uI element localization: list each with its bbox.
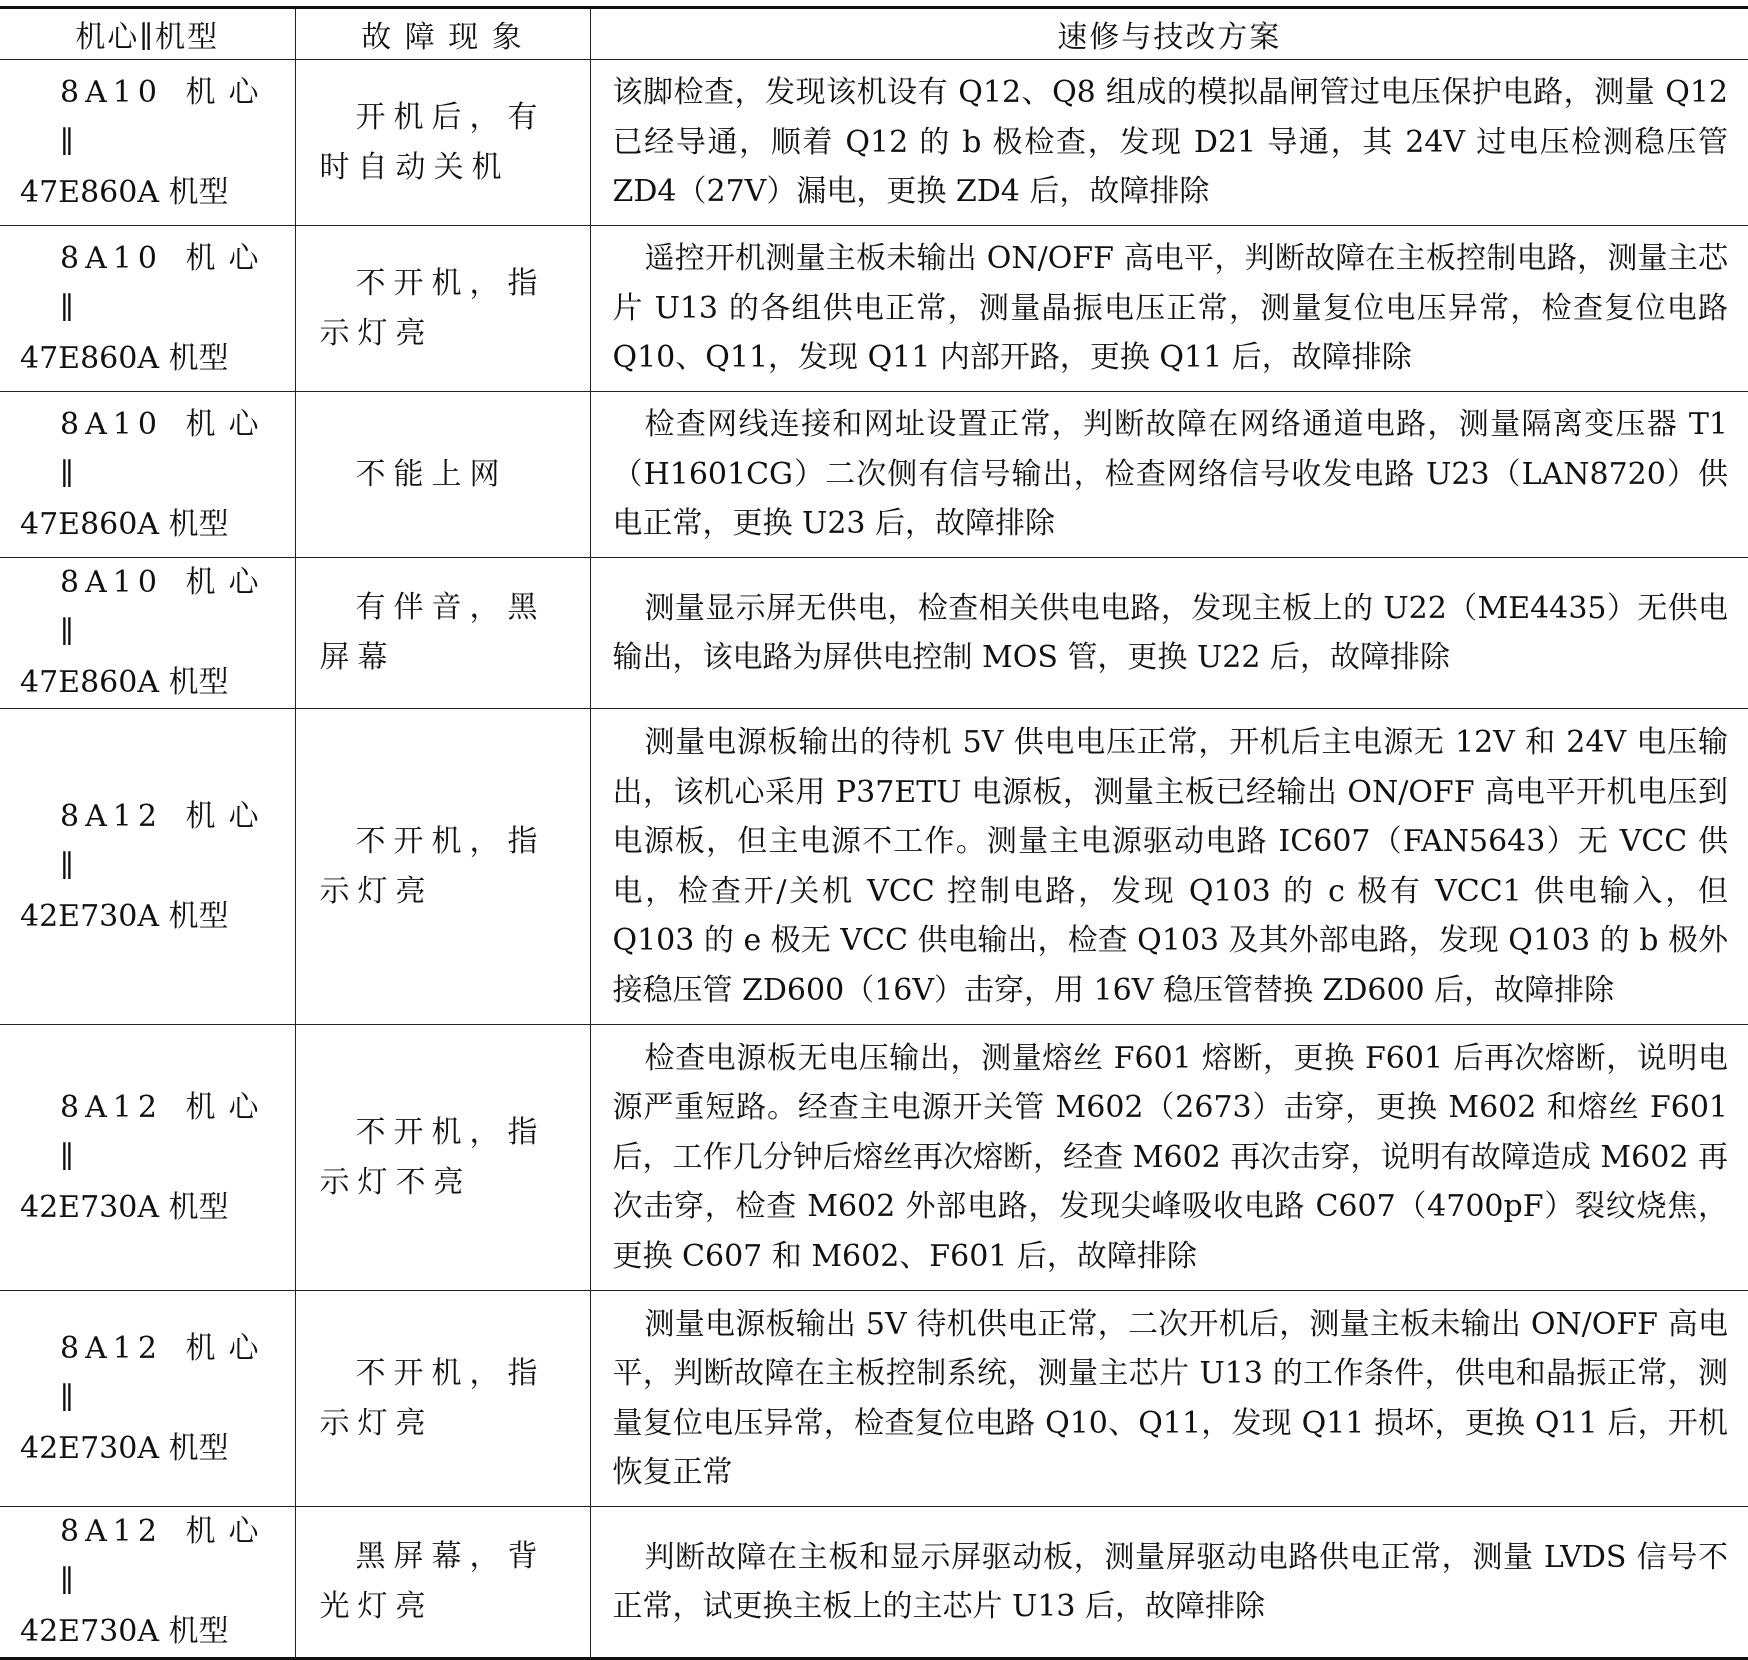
solution-text: 测量电源板输出的待机 5V 供电电压正常，开机后主电源无 12V 和 24V 电压输出，该机心采用 P37ETU 电源板，测量主板已经输出 ON/OFF 高电平开机电压到电源板，但主电源不工作。测量主电源驱动电路 IC607（FAN5643）无 VCC 供电，检查开/关机 VCC 控制电路，发现 Q103 的 c 极有 VCC1 供电输入，但 Q103 的 e 极无 VCC 供电输出，检查 Q103 及其外部电路，发现 Q103 的 b 极外接稳压管 ZD600（16V）击穿，用 16V 稳压管替换 ZD600 后，故障排除 <box>612 725 1728 1008</box>
chassis-text: 8A12 机心∥ <box>60 1514 265 1599</box>
model-cell <box>0 1291 295 1507</box>
chassis-text: 8A10 机心∥ <box>60 74 265 160</box>
symptom-cell <box>295 60 590 226</box>
model-cell <box>0 1025 295 1291</box>
header-solution: 速修与技改方案 <box>590 8 1748 60</box>
symptom-text: 黑屏幕，背光灯亮 <box>319 1539 546 1624</box>
chassis-text: 8A12 机心∥ <box>60 1330 265 1416</box>
model-cell <box>0 392 295 558</box>
model-cell <box>0 1507 295 1659</box>
header-row <box>0 8 1748 60</box>
solution-cell <box>590 392 1748 558</box>
chassis-text: 8A10 机心∥ <box>60 406 265 492</box>
model-text: 47E860A 机型 <box>20 174 229 210</box>
symptom-text: 有伴音，黑屏幕 <box>319 590 546 675</box>
model-cell <box>0 60 295 226</box>
table-row <box>0 558 1748 709</box>
repair-table <box>0 6 1748 1660</box>
table-row <box>0 60 1748 226</box>
table-row <box>0 709 1748 1025</box>
model-cell <box>0 709 295 1025</box>
symptom-cell <box>295 1025 590 1291</box>
symptom-text: 不开机，指示灯亮 <box>319 1355 546 1441</box>
solution-cell <box>590 1025 1748 1291</box>
model-text: 42E730A 机型 <box>20 1430 229 1466</box>
header-symptom: 故 障 现 象 <box>295 8 590 60</box>
model-text: 47E860A 机型 <box>20 506 229 542</box>
chassis-text: 8A10 机心∥ <box>60 565 265 650</box>
solution-text: 测量显示屏无供电，检查相关供电电路，发现主板上的 U22（ME4435）无供电输出，该电路为屏供电控制 MOS 管，更换 U22 后，故障排除 <box>612 590 1728 675</box>
solution-text: 遥控开机测量主板未输出 ON/OFF 高电平，判断故障在主板控制电路，测量主芯片 U13 的各组供电正常，测量晶振电压正常，测量复位电压异常，检查复位电路 Q10、Q11，发现 Q11 内部开路，更换 Q11 后，故障排除 <box>612 241 1728 376</box>
solution-text: 检查网线连接和网址设置正常，判断故障在网络通道电路，测量隔离变压器 T1（H1601CG）二次侧有信号输出，检查网络信号收发电路 U23（LAN8720）供电正常，更换 U23 后，故障排除 <box>612 407 1728 542</box>
symptom-text: 不开机，指示灯不亮 <box>319 1114 546 1200</box>
solution-cell <box>590 558 1748 709</box>
symptom-cell <box>295 1291 590 1507</box>
model-text: 42E730A 机型 <box>20 1614 229 1649</box>
symptom-text: 不能上网 <box>355 456 508 492</box>
symptom-cell <box>295 392 590 558</box>
table-row <box>0 1025 1748 1291</box>
table-row <box>0 392 1748 558</box>
table-row <box>0 1507 1748 1659</box>
symptom-cell <box>295 226 590 392</box>
model-cell <box>0 226 295 392</box>
solution-text: 测量电源板输出 5V 待机供电正常，二次开机后，测量主板未输出 ON/OFF 高电平，判断故障在主板控制系统，测量主芯片 U13 的工作条件，供电和晶振正常，测量复位电压异常，检查复位电路 Q10、Q11，发现 Q11 损坏，更换 Q11 后，开机恢复正常 <box>612 1306 1728 1490</box>
solution-text: 判断故障在主板和显示屏驱动板，测量屏驱动电路供电正常，测量 LVDS 信号不正常，试更换主板上的主芯片 U13 后，故障排除 <box>612 1539 1728 1624</box>
solution-cell <box>590 60 1748 226</box>
model-text: 42E730A 机型 <box>20 898 229 934</box>
symptom-cell <box>295 558 590 709</box>
table-row <box>0 1291 1748 1507</box>
symptom-text: 不开机，指示灯亮 <box>319 823 546 909</box>
model-text: 47E860A 机型 <box>20 665 229 700</box>
symptom-text: 不开机，指示灯亮 <box>319 265 546 351</box>
chassis-text: 8A12 机心∥ <box>60 1089 265 1175</box>
model-cell <box>0 558 295 709</box>
chassis-text: 8A10 机心∥ <box>60 240 265 326</box>
model-text: 42E730A 机型 <box>20 1189 229 1225</box>
solution-text: 检查电源板无电压输出，测量熔丝 F601 熔断，更换 F601 后再次熔断，说明电源严重短路。经查主电源开关管 M602（2673）击穿，更换 M602 和熔丝 F601 后，工作几分钟后熔丝再次熔断，经查 M602 再次击穿，说明有故障造成 M602 再次击穿，检查 M602 外部电路，发现尖峰吸收电路 C607（4700pF）裂纹烧焦，更换 C607 和 M602、F601 后，故障排除 <box>612 1040 1728 1274</box>
solution-cell <box>590 709 1748 1025</box>
solution-text: 该脚检查，发现该机设有 Q12、Q8 组成的模拟晶闸管过电压保护电路，测量 Q12 已经导通，顺着 Q12 的 b 极检查，发现 D21 导通，其 24V 过电压检测稳压管 ZD4（27V）漏电，更换 ZD4 后，故障排除 <box>612 75 1728 210</box>
symptom-cell <box>295 709 590 1025</box>
table-row <box>0 226 1748 392</box>
symptom-text: 开机后，有时自动关机 <box>319 99 546 185</box>
solution-cell <box>590 226 1748 392</box>
model-text: 47E860A 机型 <box>20 340 229 376</box>
chassis-text: 8A12 机心∥ <box>60 798 265 884</box>
solution-cell <box>590 1507 1748 1659</box>
solution-cell <box>590 1291 1748 1507</box>
symptom-cell <box>295 1507 590 1659</box>
header-model: 机心∥机型 <box>0 8 295 60</box>
